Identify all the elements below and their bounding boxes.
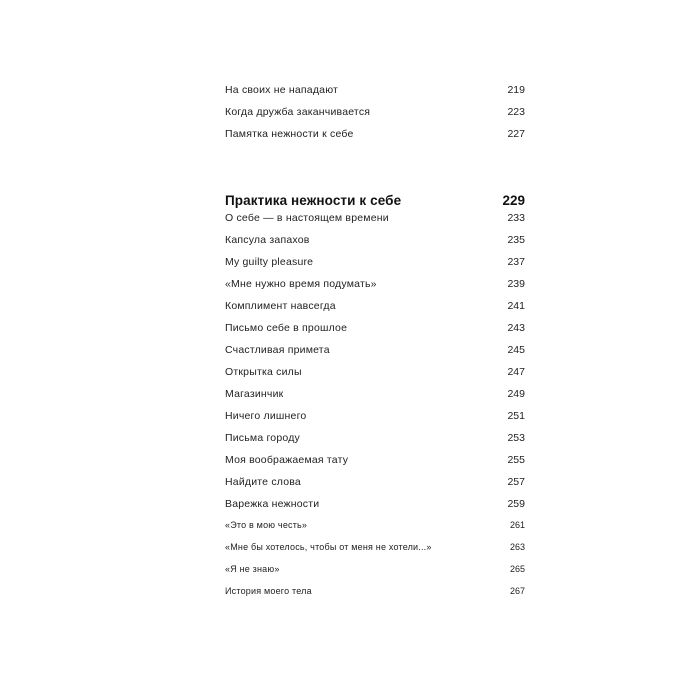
toc-entry-row	[225, 234, 525, 256]
toc-entry-page-number: 237	[507, 256, 525, 268]
toc-entry-row	[225, 212, 525, 234]
toc-entry-title: «Мне бы хотелось, чтобы от меня не хотели...»	[225, 542, 432, 552]
toc-entry-title: О себе — в настоящем времени	[225, 212, 389, 224]
toc-entry-row	[225, 322, 525, 344]
toc-entry-page-number: 265	[509, 564, 525, 574]
toc-entry-title: «Мне нужно время подумать»	[225, 278, 377, 290]
toc-entry-page-number: 219	[507, 84, 525, 96]
toc-entry-title: Варежка нежности	[225, 498, 320, 510]
toc-entry-title: Практика нежности к себе	[225, 193, 402, 208]
toc-entry-page-number: 223	[507, 106, 525, 118]
toc-entry-title: «Я не знаю»	[225, 564, 280, 574]
toc-entry-row	[225, 586, 525, 608]
toc-entry-row	[225, 498, 525, 520]
toc-entry-row	[225, 454, 525, 476]
toc-entry-row	[225, 388, 525, 410]
toc-entry-row	[225, 564, 525, 586]
toc-entry-title: История моего тела	[225, 586, 312, 596]
toc-entry-page-number: 259	[507, 498, 525, 510]
toc-section-row	[225, 168, 525, 208]
toc-entry-title: На своих не нападают	[225, 84, 339, 96]
toc-entry-row	[225, 278, 525, 300]
toc-entry-page-number: 245	[507, 344, 525, 356]
toc-entry-page-number: 239	[507, 278, 525, 290]
toc-entry-row	[225, 84, 525, 106]
toc-entry-row	[225, 520, 525, 542]
toc-entry-title: Письмо себе в прошлое	[225, 322, 348, 334]
toc-entry-title: Моя воображаемая тату	[225, 454, 349, 466]
toc-entry-page-number: 243	[507, 322, 525, 334]
toc-entry-title: Найдите слова	[225, 476, 301, 488]
toc-entry-page-number: 257	[507, 476, 525, 488]
toc-entry-page-number: 261	[509, 520, 525, 530]
toc-entry-page-number: 247	[507, 366, 525, 378]
toc-entry-row	[225, 366, 525, 388]
table-of-contents	[225, 84, 525, 608]
toc-entry-page-number: 249	[507, 388, 525, 400]
toc-entry-row	[225, 410, 525, 432]
toc-entry-title: Открытка силы	[225, 366, 302, 378]
toc-entry-title: Письма городу	[225, 432, 300, 444]
toc-entry-title: Капсула запахов	[225, 234, 310, 246]
toc-entry-row	[225, 106, 525, 128]
toc-entry-page-number: 263	[509, 542, 525, 552]
toc-entry-page-number: 251	[507, 410, 525, 422]
toc-entry-page-number: 233	[507, 212, 525, 224]
toc-entry-page-number: 241	[507, 300, 525, 312]
toc-entry-page-number: 227	[507, 128, 525, 140]
toc-entry-page-number: 235	[507, 234, 525, 246]
toc-entry-title: My guilty pleasure	[225, 256, 314, 268]
toc-entry-row	[225, 344, 525, 366]
toc-entry-page-number: 255	[507, 454, 525, 466]
toc-entry-row	[225, 476, 525, 498]
toc-entry-row	[225, 432, 525, 454]
toc-entry-row	[225, 300, 525, 322]
toc-entry-title: Ничего лишнего	[225, 410, 307, 422]
toc-entry-title: Счастливая примета	[225, 344, 330, 356]
toc-entry-title: Магазинчик	[225, 388, 284, 400]
toc-entry-row	[225, 128, 525, 150]
toc-entry-title: Комплимент навсегда	[225, 300, 336, 312]
toc-entry-row	[225, 542, 525, 564]
toc-entry-page-number: 253	[507, 432, 525, 444]
toc-entry-page-number: 267	[509, 586, 525, 596]
toc-entry-title: Когда дружба заканчивается	[225, 106, 371, 118]
toc-entry-row	[225, 256, 525, 278]
toc-entry-page-number: 229	[502, 193, 525, 208]
toc-entry-title: Памятка нежности к себе	[225, 128, 354, 140]
toc-entry-title: «Это в мою честь»	[225, 520, 308, 530]
